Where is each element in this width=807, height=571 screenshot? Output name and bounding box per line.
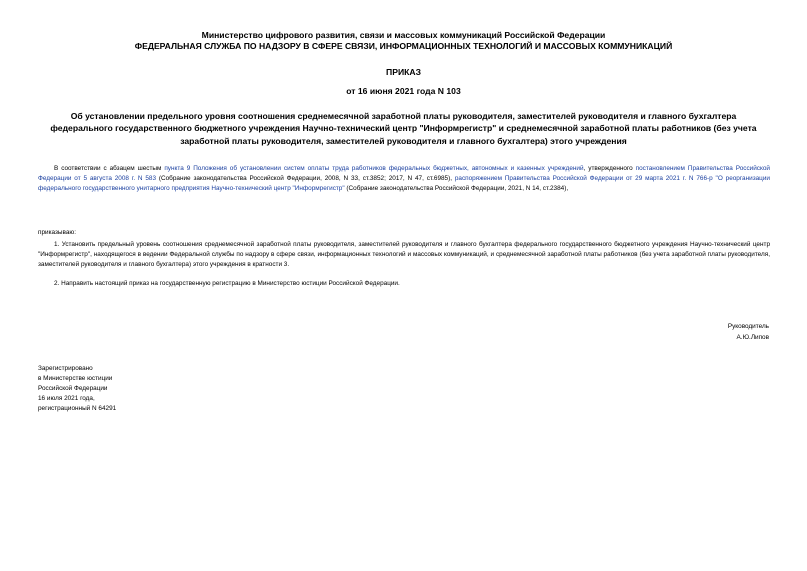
signature-position: Руководитель	[727, 323, 769, 330]
signature-name: А.Ю.Липов	[736, 334, 769, 341]
link-regulation-point-9[interactable]: пункта 9 Положения об установлении систем оплаты труда работников федеральных бюджетных, автономных и казенных учреждений	[164, 165, 584, 172]
registration-line-2: в Министерстве юстиции	[38, 375, 113, 382]
document-date-number: от 16 июня 2021 года N 103	[346, 86, 461, 96]
registration-line-5: регистрационный N 64291	[38, 405, 117, 412]
ministry-name: Министерство цифрового развития, связи и массовых коммуникаций Российской Федерации	[201, 30, 606, 40]
registration-line-3: Российской Федерации	[38, 385, 108, 392]
preamble-text-3: (Собрание законодательства Российской Федерации, 2008, N 33, ст.3852; 2017, N 47, ст.6985),	[156, 175, 455, 182]
preamble-text-4: (Собрание законодательства Российской Федерации, 2021, N 14, ст.2384),	[344, 185, 569, 192]
service-name: ФЕДЕРАЛЬНАЯ СЛУЖБА ПО НАДЗОРУ В СФЕРЕ СВЯЗИ, ИНФОРМАЦИОННЫХ ТЕХНОЛОГИЙ И МАССОВЫХ КОММУНИКАЦИЙ	[134, 41, 673, 51]
order-item-2: 2. Направить настоящий приказ на государственную регистрацию в Министерство юстиции Российской Федерации.	[54, 280, 400, 287]
preamble-paragraph	[38, 164, 770, 194]
registration-line-4: 16 июля 2021 года,	[38, 395, 95, 402]
link-government-order-766[interactable]: распоряжением Правительства Российской Федерации от 29 марта 2021 г. N 766-р "О реорганизации федерального государственного унитарного предприятия Научно-технический центр "Информрегистр"	[38, 175, 770, 192]
document-title: Об установлении предельного уровня соотношения среднемесячной заработной платы руководителя, заместителей руководителя и главного бухгалтера федерального государственного бюджетного учреждения Научно-технический центр "Информрегистр" и среднемесячной заработной платы работников (без учета заработной платы руководителя, заместителей руководителя и главного бухгалтера) этого учреждения	[50, 111, 757, 146]
registration-line-1: Зарегистрировано	[38, 365, 93, 372]
preamble-text-2: , утвержденного	[583, 165, 636, 172]
document-type: ПРИКАЗ	[386, 67, 421, 77]
order-word: приказываю:	[38, 229, 76, 236]
link-government-resolution-583[interactable]: постановлением Правительства Российской Федерации от 5 августа 2008 г. N 583	[38, 165, 770, 182]
order-item-1: 1. Установить предельный уровень соотношения среднемесячной заработной платы руководителя, заместителей руководителя и главного бухгалтера федерального государственного бюджетного учреждения Научно-технический центр "Информрегистр", находящегося в ведении Федеральной службы по надзору в сфере связи, информационных технологий и массовых коммуникаций, и среднемесячной заработной платы работников (без учета заработной платы руководителя, заместителей руководителя и главного бухгалтера) этого учреждения в кратности 3.	[38, 241, 770, 268]
preamble-text-1: В соответствии с абзацем шестым	[54, 165, 165, 172]
